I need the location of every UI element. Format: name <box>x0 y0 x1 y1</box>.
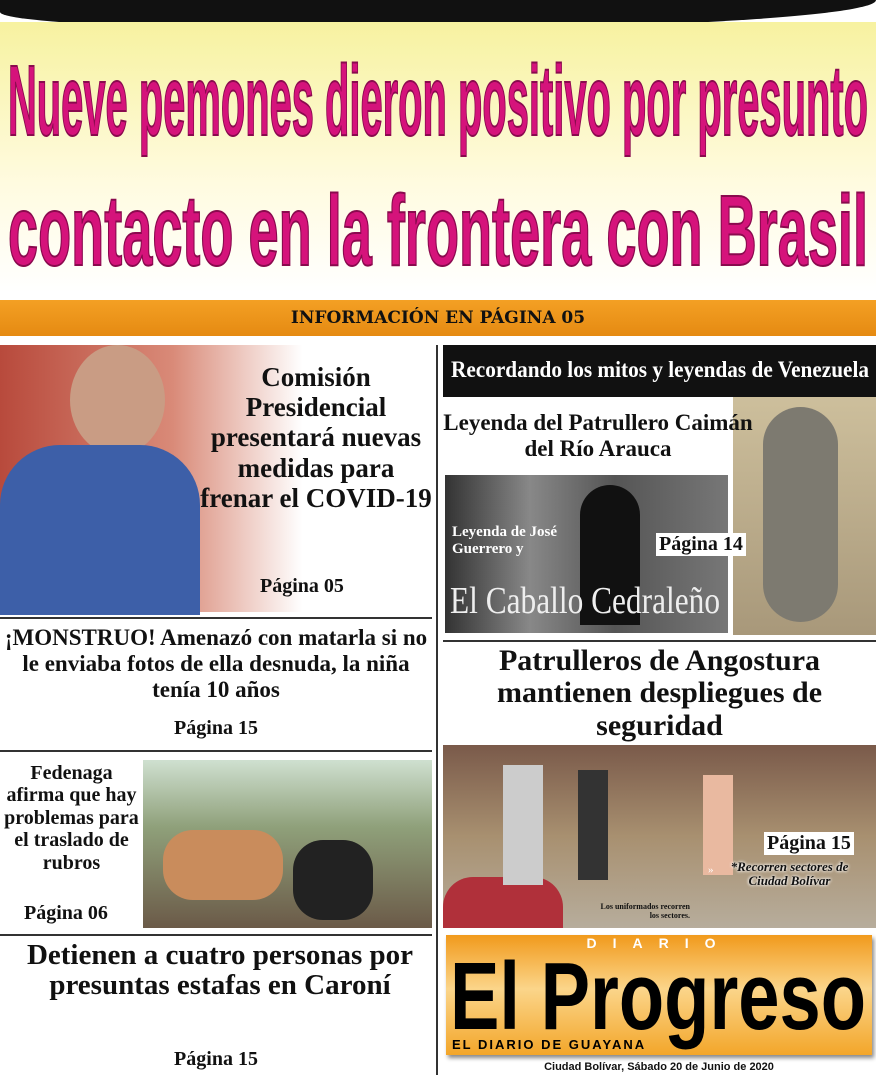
caballo-title: El Caballo Cedraleño <box>450 580 720 622</box>
patrulleros-caption: *Recorren sectores de Ciudad Bolívar <box>730 859 849 889</box>
masthead-tagline: EL DIARIO DE GUAYANA <box>452 1037 647 1052</box>
masthead-top: DIARIO <box>586 935 732 951</box>
headline-line-2-svg <box>8 170 868 287</box>
divider <box>0 934 432 936</box>
masthead-name: El Progreso <box>450 943 866 1050</box>
mitos-header: Recordando los mitos y leyendas de Venezuela <box>451 357 870 382</box>
detienen-page: Página 15 <box>174 1048 258 1070</box>
mitos-title[interactable]: Leyenda del Patrullero Caimán del Río Arauca <box>443 410 753 461</box>
monstruo-page: Página 15 <box>174 717 258 739</box>
info-bar: INFORMACIÓN EN PÁGINA 05 <box>0 300 876 336</box>
comision-title[interactable]: Comisión Presidencial presentará nuevas medidas para frenar el COVID-19 <box>200 362 432 513</box>
headline-line-2[interactable]: contacto en la frontera con Brasil <box>8 175 868 287</box>
cattle-photo <box>143 760 432 928</box>
mitos-sub: Leyenda de José Guerrero y <box>452 524 557 557</box>
headline-line-1-svg <box>8 40 868 157</box>
photo-caption: Los uniformados recorren los sectores. <box>600 902 690 920</box>
bullet: » <box>708 864 714 876</box>
monstruo-title[interactable]: ¡MONSTRUO! Amenazó con matarla si no le enviaba fotos de ella desnuda, la niña tenía 10 años <box>4 625 428 702</box>
headline-line-1[interactable]: Nueve pemones dieron positivo por presunto <box>8 45 868 157</box>
fedenaga-page: Página 06 <box>24 902 108 924</box>
divider <box>0 750 432 752</box>
mitos-page: Página 14 <box>656 533 746 556</box>
comision-page: Página 05 <box>260 575 344 597</box>
fedenaga-title[interactable]: Fedenaga afirma que hay problemas para el traslado de rubros <box>4 762 139 874</box>
detienen-title[interactable]: Detienen a cuatro personas por presuntas estafas en Caroní <box>26 939 414 1002</box>
patrulleros-page: Página 15 <box>764 832 854 855</box>
caiman-photo <box>733 397 876 635</box>
masthead <box>446 935 872 1055</box>
mitos-header-bar <box>443 345 876 397</box>
column-divider <box>436 345 438 1075</box>
issue-date: Ciudad Bolívar, Sábado 20 de Junio de 2020 <box>544 1061 774 1073</box>
divider <box>0 617 432 619</box>
divider <box>443 640 876 642</box>
caballo-title-svg <box>450 575 724 625</box>
patrulleros-title[interactable]: Patrulleros de Angostura mantienen despliegues de seguridad <box>496 644 823 742</box>
mitos-header-svg <box>451 345 869 397</box>
